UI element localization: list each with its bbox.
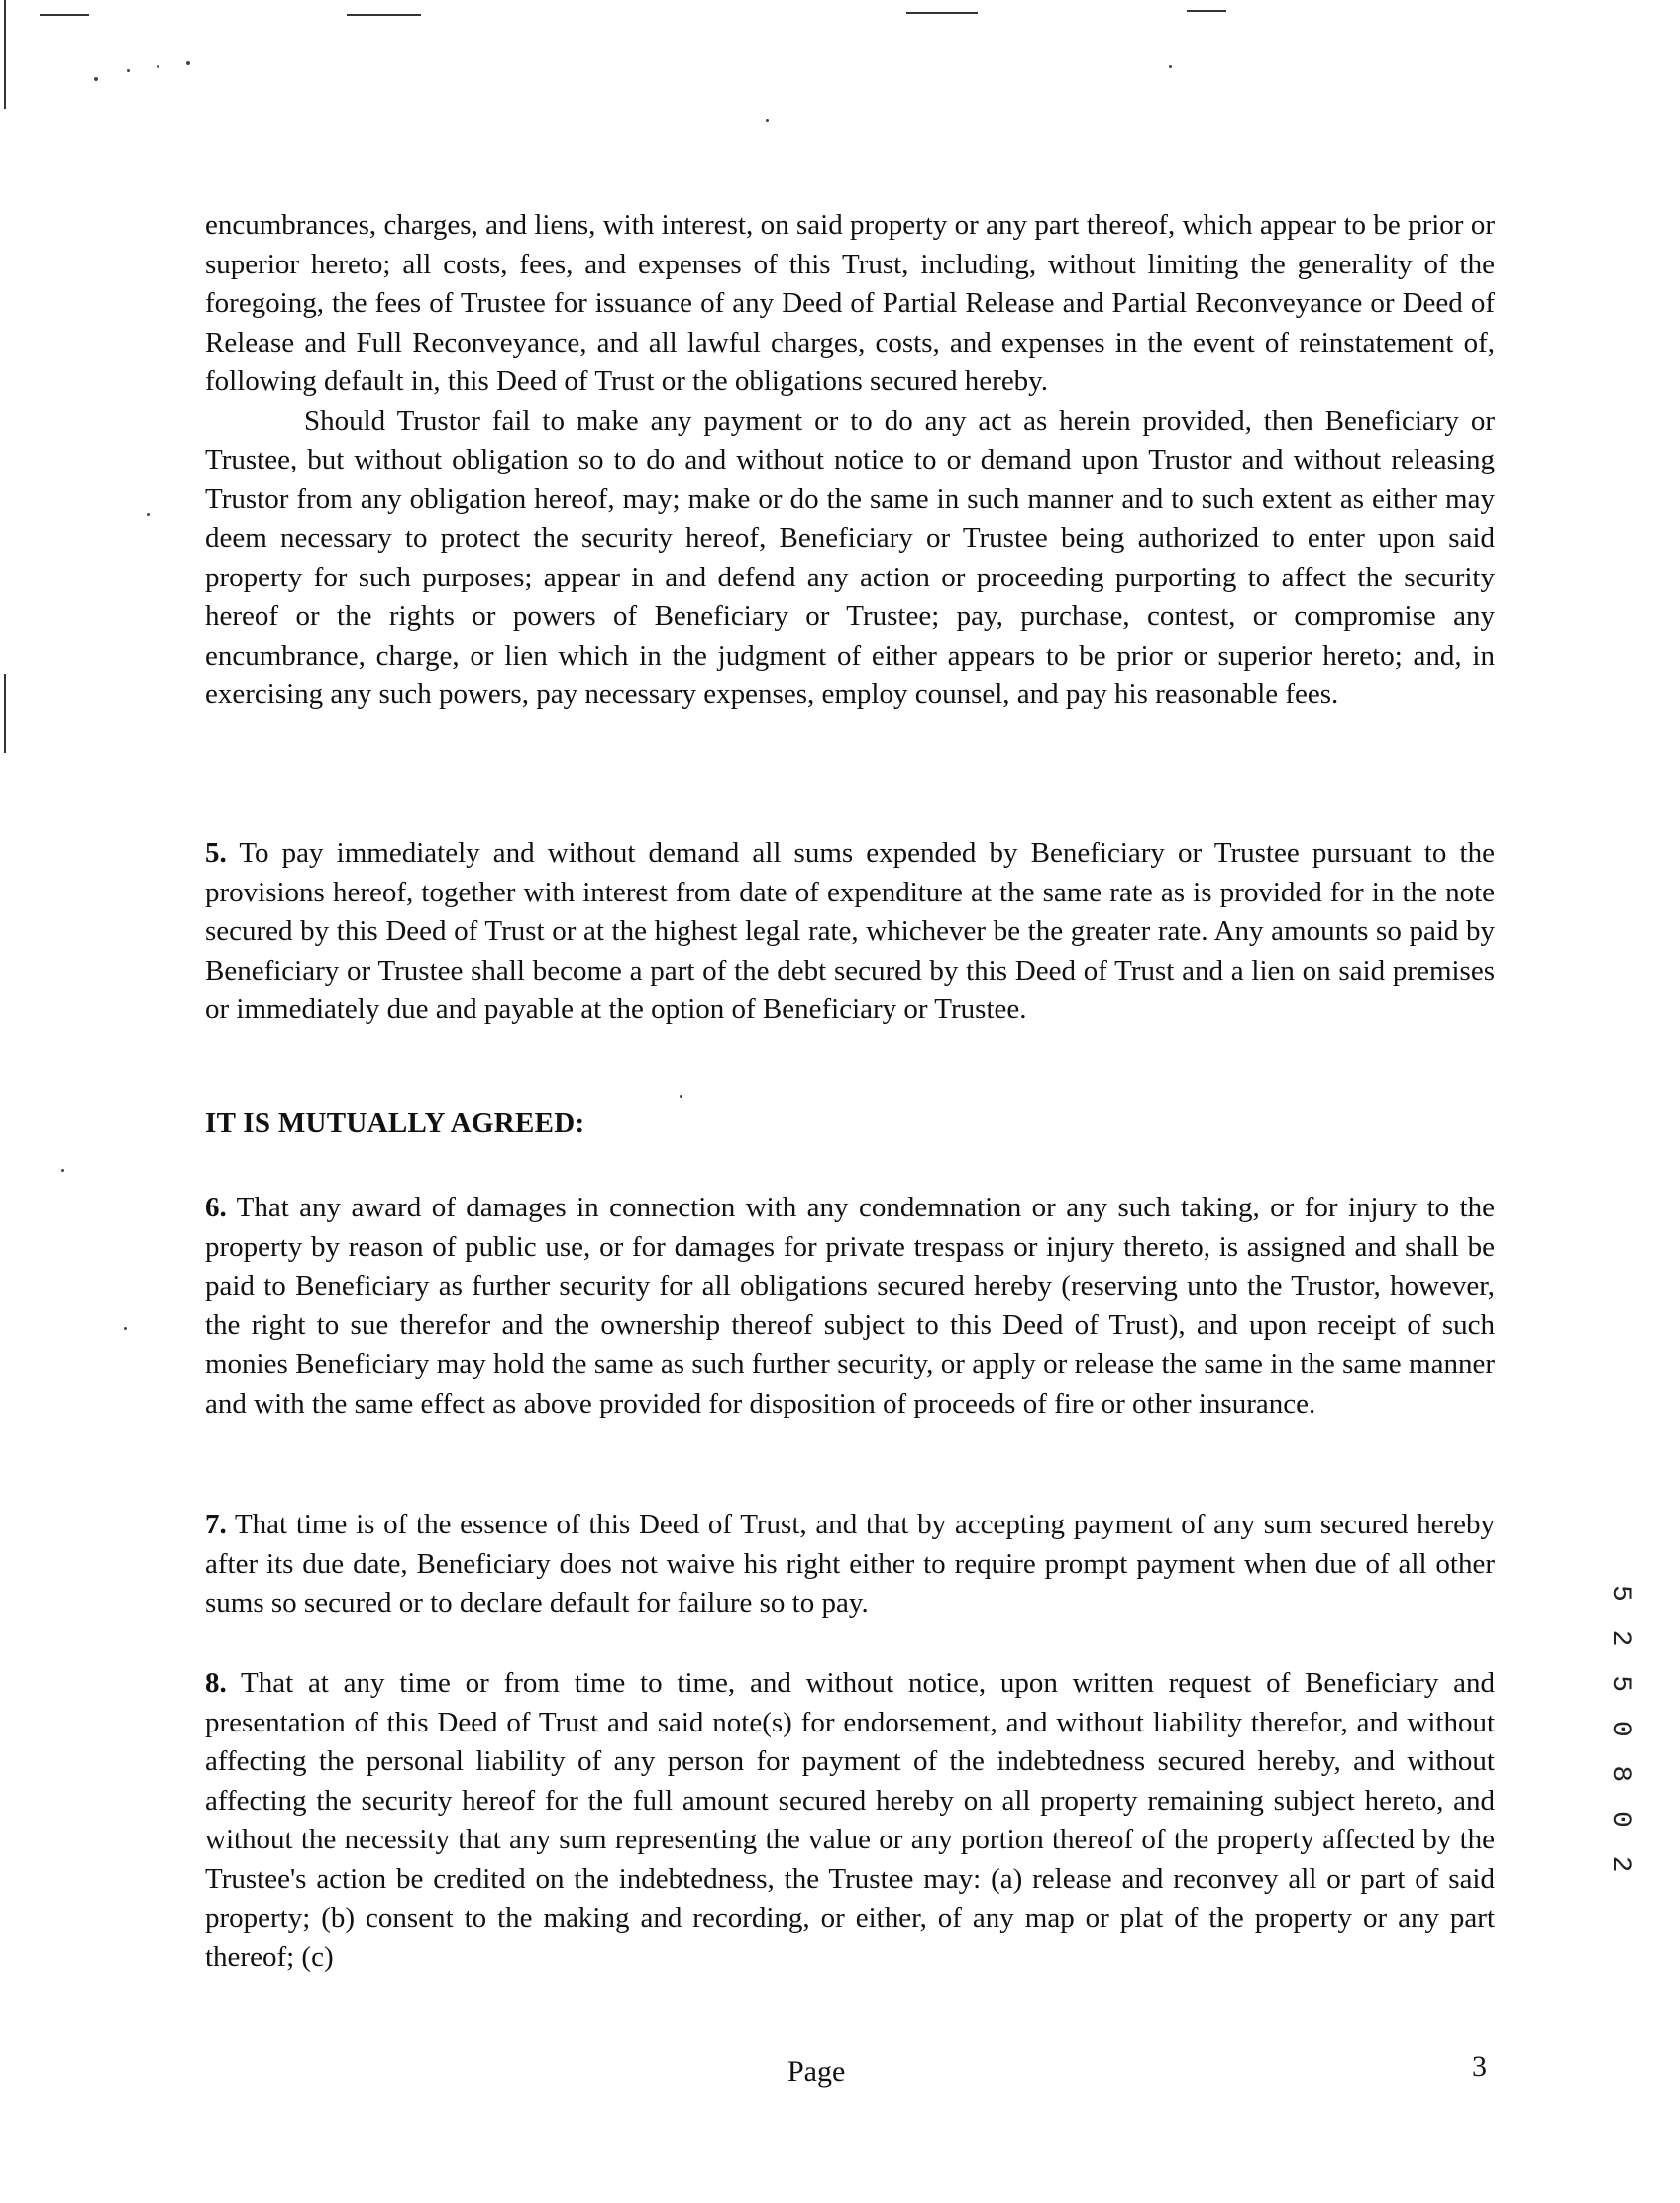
paragraph-text: To pay immediately and without demand all sums expended by Beneficiary or Trustee pursuant to the provisions hereof, together with interest from date of expenditure at the same rate as is provided for in the note secured by this Deed of Trust or at the highest legal rate, whichever be the greater rate. Any amounts so paid by Beneficiary or Trustee shall become a part of the debt secured by this Deed of Trust and a lien on said premises or immediately due and payable at the option of Beneficiary or Trustee. bbox=[205, 837, 1495, 1025]
scan-artifact-dot bbox=[680, 1095, 682, 1098]
scan-artifact-dot bbox=[124, 1327, 127, 1330]
footer-page-number: 3 bbox=[1472, 2050, 1487, 2083]
paragraph-6 bbox=[205, 1189, 1495, 1423]
paragraph-continuation: encumbrances, charges, and liens, with interest, on said property or any part thereof, which appear to be prior or superior hereto; all costs, fees, and expenses of this Trust, including, without limiting the generality of the foregoing, the fees of Trustee for issuance of any Deed of Partial Release and Partial Reconveyance or Deed of Release and Full Reconveyance, and all lawful charges, costs, and expenses in the event of reinstatement of, following default in, this Deed of Trust or the obligations secured hereby. bbox=[205, 209, 1495, 397]
paragraph-number: 6. bbox=[205, 1192, 227, 1223]
scan-artifact-dot bbox=[766, 119, 769, 122]
paragraph-8 bbox=[205, 1664, 1495, 1977]
section-heading: IT IS MUTUALLY AGREED: bbox=[205, 1107, 585, 1139]
scan-artifact-line bbox=[40, 14, 89, 16]
margin-stamp-text: 5 2 5 0 8 0 2 bbox=[1605, 1585, 1635, 1879]
paragraph-text: That at any time or from time to time, and without notice, upon written request of Beneficiary and presentation of this Deed of Trust and said note(s) for endorsement, and without liability therefor, and without affecting the personal liability of any person for payment of the indebtedness secured hereby, and without affecting the security hereof for the full amount secured hereby on all property remaining subject hereto, and without the necessity that any sum representing the value or any portion thereof of the property affected by the Trustee's action be credited on the indebtedness, the Trustee may: (a) release and reconvey all or part of said property; (b) consent to the making and recording, or either, of any map or plat of the property or any part thereof; (c) bbox=[205, 1667, 1495, 1973]
scan-artifact-dot bbox=[1169, 65, 1172, 68]
scan-artifact-line bbox=[347, 14, 421, 16]
paragraph-7 bbox=[205, 1506, 1495, 1624]
scan-artifact-line bbox=[4, 0, 6, 109]
scan-artifact-line bbox=[4, 674, 6, 753]
body-section-top bbox=[205, 206, 1495, 715]
paragraph-number: 5. bbox=[205, 837, 227, 869]
footer-page-label: Page bbox=[788, 2055, 846, 2088]
paragraph-text: That any award of damages in connection with any condemnation or any such taking, or for injury to the property by reason of public use, or for damages for private trespass or injury thereto, is assigned and shall be paid to Beneficiary as further security for all obligations secured hereby (reserving unto the Trustor, however, the right to sue therefor and the ownership thereof subject to this Deed of Trust), and upon receipt of such monies Beneficiary may hold the same as such further security, or apply or release the same in the same manner and with the same effect as above provided for disposition of proceeds of fire or other insurance. bbox=[205, 1192, 1496, 1419]
paragraph-text: That time is of the essence of this Deed of Trust, and that by accepting payment of any sum secured hereby after its due date, Beneficiary does not waive his right either to require prompt payment when due of all other sums so secured or to declare default for failure so to pay. bbox=[205, 1509, 1495, 1619]
margin-recording-stamp bbox=[1600, 1585, 1639, 1941]
scan-artifact-dot bbox=[157, 65, 159, 68]
scan-artifact-dot bbox=[186, 61, 190, 65]
scan-artifact-line bbox=[1187, 10, 1226, 12]
paragraph-5 bbox=[205, 834, 1495, 1030]
paragraph-number: 8. bbox=[205, 1667, 227, 1699]
scan-artifact-dot bbox=[94, 77, 98, 81]
paragraph-number: 7. bbox=[205, 1509, 227, 1540]
scan-artifact-line bbox=[906, 12, 978, 14]
scan-artifact-dot bbox=[127, 69, 130, 72]
scan-artifact-dot bbox=[61, 1169, 64, 1172]
scan-artifact-dot bbox=[147, 513, 150, 516]
paragraph-should-trustor: Should Trustor fail to make any payment or to do any act as herein provided, then Beneficiary or Trustee, but without obligation so to do and without notice to or demand upon Trustor and without releasing Trustor from any obligation hereof, may; make or do the same in such manner and to such extent as either may deem necessary to protect the security hereof, Beneficiary or Trustee being authorized to enter upon said property for such purposes; appear in and defend any action or proceeding purporting to affect the security hereof or the rights or powers of Beneficiary or Trustee; pay, purchase, contest, or compromise any encumbrance, charge, or lien which in the judgment of either appears to be prior or superior hereto; and, in exercising any such powers, pay necessary expenses, employ counsel, and pay his reasonable fees. bbox=[205, 404, 1495, 710]
